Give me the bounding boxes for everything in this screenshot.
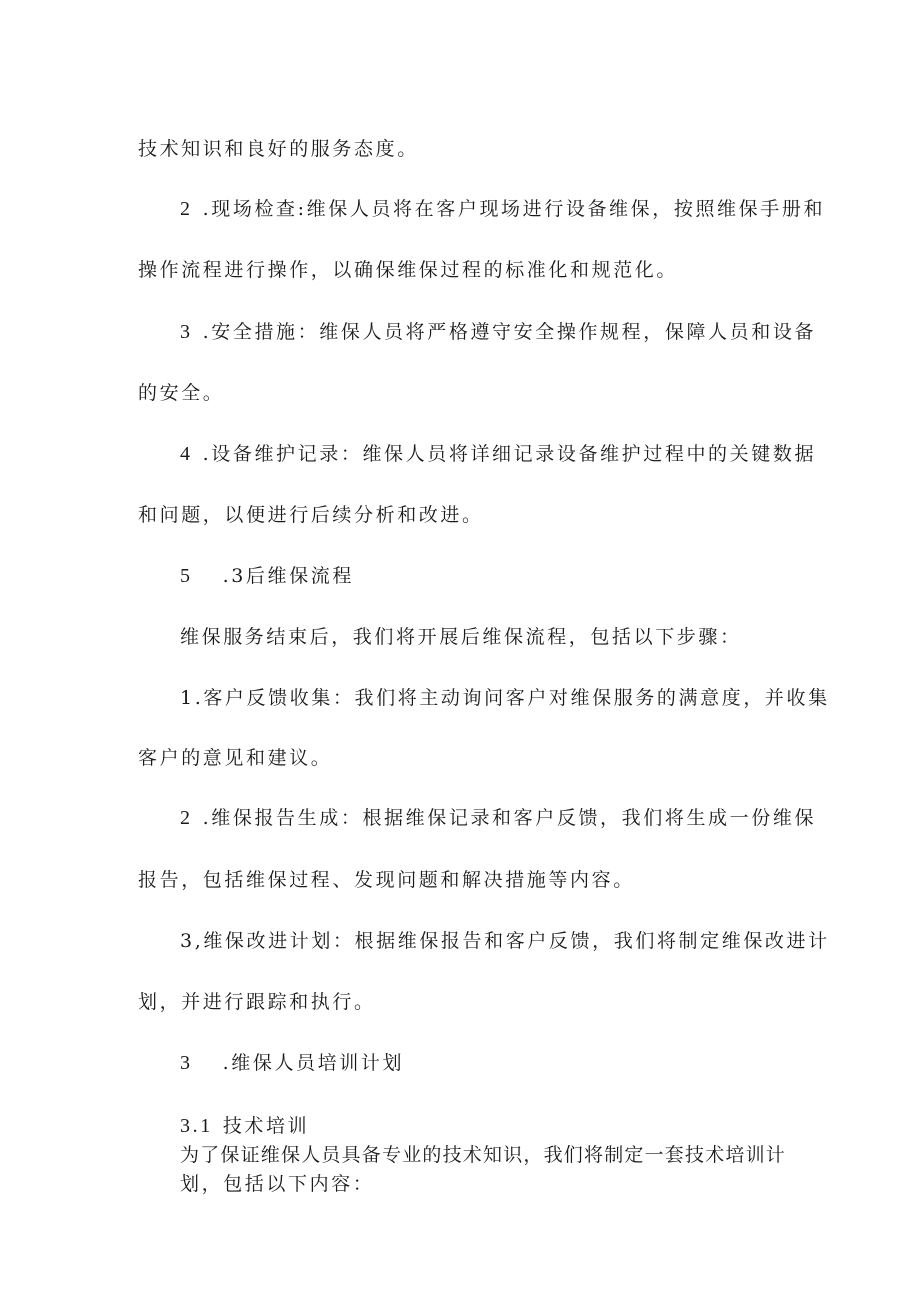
line-text: 的安全。 [138,382,225,404]
paragraph-line [180,1143,786,1167]
section-number: 3 [180,1052,193,1074]
line-text: 操作流程进行操作，以确保维保过程的标准化和规范化。 [138,259,679,281]
paragraph-line [138,137,419,161]
list-item-line [180,197,825,221]
subsection-heading [180,1114,309,1138]
line-text: 维保服务结束后，我们将开展后维保流程，包括以下步骤： [180,626,742,648]
list-item-line [180,686,830,710]
subsection-number: 3.1 [180,1115,213,1137]
list-item-line [180,442,816,466]
line-text: 划，并进行跟踪和执行。 [138,991,376,1013]
subsection-title: 技术培训 [222,1115,310,1137]
line-text: 为了保证维保人员具备专业的技术知识，我们将制定一套技术培训计 [180,1144,787,1166]
item-number: 4 [180,443,193,465]
paragraph-line [180,1172,374,1196]
section-title: .维保人员培训计划 [222,1052,405,1074]
line-text: 报告，包括维保过程、发现问题和解决措施等内容。 [138,869,635,891]
paragraph-line [180,625,742,649]
item-number: 3 [180,321,193,343]
item-number: 2 [180,198,193,220]
section-title: .3后维保流程 [222,565,354,587]
paragraph-line [138,503,484,527]
line-text: 和问题，以便进行后续分析和改进。 [138,504,484,526]
line-text: .现场检查:维保人员将在客户现场进行设备维保，按照维保手册和 [202,198,826,220]
line-text: 3,维保改进计划：根据维保报告和客户反馈，我们将制定维保改进计 [180,930,830,952]
paragraph-line [138,746,332,770]
line-text: 客户的意见和建议。 [138,747,333,769]
item-number: 2 [180,807,193,829]
list-item-line [180,929,830,953]
line-text: 1.客户反馈收集：我们将主动询问客户对维保服务的满意度，并收集 [180,687,830,709]
section-number: 5 [180,565,193,587]
list-item-line [180,320,816,344]
line-text: .维保报告生成：根据维保记录和客户反馈，我们将生成一份维保 [202,807,817,829]
line-text: .安全措施：维保人员将严格遵守安全操作规程，保障人员和设备 [202,321,817,343]
paragraph-line [138,258,678,282]
paragraph-line [138,990,376,1014]
list-item-line [180,806,816,830]
paragraph-line [138,868,635,892]
section-heading [180,564,354,588]
line-text: 划，包括以下内容： [180,1173,375,1195]
line-text: 技术知识和良好的服务态度。 [138,138,419,160]
section-heading [180,1051,404,1075]
line-text: .设备维护记录：维保人员将详细记录设备维护过程中的关键数据 [202,443,817,465]
paragraph-line [138,381,224,405]
